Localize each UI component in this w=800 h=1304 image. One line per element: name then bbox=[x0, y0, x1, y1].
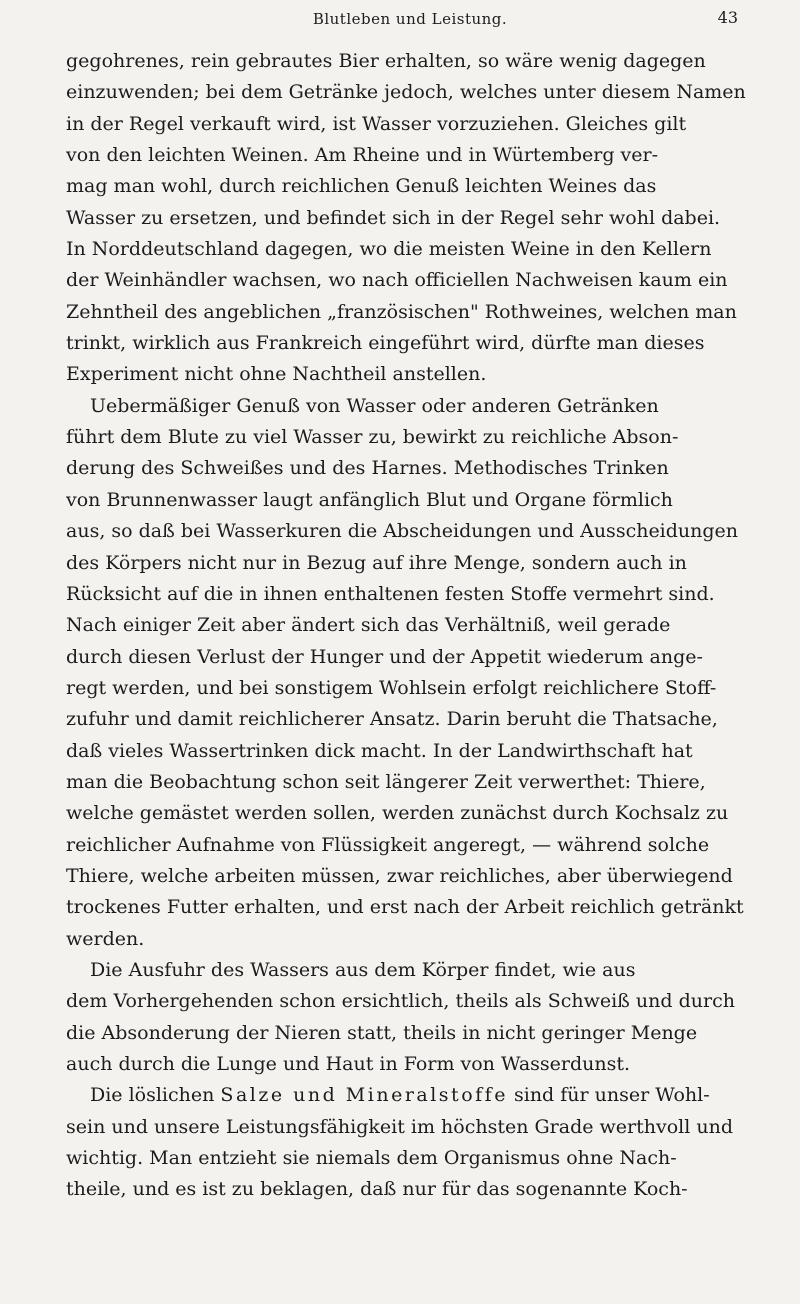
text-line bbox=[66, 140, 756, 171]
text-line bbox=[66, 736, 756, 767]
line-text: man die Beobachtung schon seit längerer Zeit verwerthet: Thiere, bbox=[66, 770, 706, 793]
page-number: 43 bbox=[717, 8, 738, 27]
line-text: In Norddeutschland dagegen, wo die meisten Weine in den Kellern bbox=[66, 238, 712, 261]
line-text: Thiere, welche arbeiten müssen, zwar reichliches, aber überwiegend bbox=[66, 864, 733, 887]
text-line bbox=[66, 234, 756, 265]
text-line bbox=[66, 516, 756, 547]
text-line bbox=[66, 892, 756, 923]
running-title: Blutleben und Leistung. bbox=[312, 10, 508, 28]
line-text: mag man wohl, durch reichlichen Genuß leichten Weines das bbox=[66, 175, 657, 198]
text-line bbox=[66, 391, 756, 422]
text-line bbox=[66, 548, 756, 579]
text-line bbox=[66, 986, 756, 1017]
text-line bbox=[66, 1143, 756, 1174]
line-text: der Weinhändler wachsen, wo nach officiellen Nachweisen kaum ein bbox=[66, 269, 728, 292]
text-line bbox=[66, 171, 756, 202]
text-line bbox=[66, 109, 756, 140]
text-line bbox=[66, 1049, 756, 1080]
line-text: aus, so daß bei Wasserkuren die Abscheidungen und Ausscheidungen bbox=[66, 520, 739, 543]
line-text-continued: sind für unser Wohl- bbox=[507, 1084, 710, 1107]
line-text: führt dem Blute zu viel Wasser zu, bewirkt zu reichliche Abson- bbox=[66, 426, 679, 449]
line-text: daß vieles Wassertrinken dick macht. In der Landwirthschaft hat bbox=[66, 739, 693, 762]
page-header bbox=[82, 6, 738, 32]
text-line bbox=[66, 1174, 756, 1205]
line-text: Nach einiger Zeit aber ändert sich das Verhältniß, weil gerade bbox=[66, 614, 671, 637]
line-text: durch diesen Verlust der Hunger und der Appetit wiederum ange- bbox=[66, 645, 703, 668]
text-line bbox=[66, 767, 756, 798]
text-line bbox=[66, 642, 756, 673]
text-line bbox=[66, 830, 756, 861]
line-text: Die Ausfuhr des Wassers aus dem Körper findet, wie aus bbox=[90, 958, 636, 981]
text-line bbox=[66, 861, 756, 892]
text-line bbox=[66, 924, 756, 955]
text-line bbox=[66, 798, 756, 829]
line-text: von den leichten Weinen. Am Rheine und in Würtemberg ver- bbox=[66, 144, 658, 167]
line-text: werden. bbox=[66, 927, 145, 950]
line-text: gegohrenes, rein gebrautes Bier erhalten, so wäre wenig dagegen bbox=[66, 50, 706, 72]
text-line bbox=[66, 1112, 756, 1143]
text-line bbox=[66, 422, 756, 453]
line-text: einzuwenden; bei dem Getränke jedoch, welches unter diesem Namen bbox=[66, 81, 746, 104]
line-text: welche gemästet werden sollen, werden zunächst durch Kochsalz zu bbox=[66, 802, 729, 825]
line-text: Wasser zu ersetzen, und befindet sich in der Regel sehr wohl dabei. bbox=[66, 206, 721, 229]
line-text: Uebermäßiger Genuß von Wasser oder anderen Getränken bbox=[90, 394, 659, 417]
text-line bbox=[66, 328, 756, 359]
body-text bbox=[66, 46, 756, 1206]
text-line bbox=[66, 1018, 756, 1049]
line-text: dem Vorhergehenden schon ersichtlich, theils als Schweiß und durch bbox=[66, 990, 735, 1013]
line-text: Rücksicht auf die in ihnen enthaltenen festen Stoffe vermehrt sind. bbox=[66, 582, 715, 605]
text-line bbox=[66, 46, 756, 77]
text-line bbox=[66, 579, 756, 610]
line-text: derung des Schweißes und des Harnes. Methodisches Trinken bbox=[66, 457, 669, 480]
line-text: die Absonderung der Nieren statt, theils in nicht geringer Menge bbox=[66, 1021, 698, 1044]
line-text: des Körpers nicht nur in Bezug auf ihre Menge, sondern auch in bbox=[66, 551, 687, 574]
text-line bbox=[66, 77, 756, 108]
text-line bbox=[66, 1080, 756, 1111]
text-line bbox=[66, 704, 756, 735]
line-text: regt werden, und bei sonstigem Wohlsein erfolgt reichlichere Stoff- bbox=[66, 676, 717, 699]
text-line bbox=[66, 297, 756, 328]
line-text: sein und unsere Leistungsfähigkeit im höchsten Grade werthvoll und bbox=[66, 1115, 734, 1138]
line-text: theile, und es ist zu beklagen, daß nur für das sogenannte Koch- bbox=[66, 1178, 688, 1201]
line-text: auch durch die Lunge und Haut in Form von Wasserdunst. bbox=[66, 1053, 631, 1075]
line-text: trockenes Futter erhalten, und erst nach der Arbeit reichlich getränkt bbox=[66, 896, 744, 919]
line-text: trinkt, wirklich aus Frankreich eingeführt wird, dürfte man dieses bbox=[66, 332, 705, 355]
text-line bbox=[66, 453, 756, 484]
line-text: reichlicher Aufnahme von Flüssigkeit angeregt, — während solche bbox=[66, 833, 710, 856]
line-text: Zehntheil des angeblichen „französischen" Rothweines, welchen man bbox=[66, 300, 737, 323]
text-line bbox=[66, 265, 756, 296]
text-line bbox=[66, 610, 756, 641]
line-text: zufuhr und damit reichlicherer Ansatz. Darin beruht die Thatsache, bbox=[66, 708, 718, 731]
text-line bbox=[66, 359, 756, 390]
line-text: von Brunnenwasser laugt anfänglich Blut und Organe förmlich bbox=[66, 488, 673, 511]
text-line bbox=[66, 673, 756, 704]
line-text: Die löslichen bbox=[90, 1084, 221, 1107]
text-line bbox=[66, 203, 756, 234]
text-line bbox=[66, 485, 756, 516]
line-text: wichtig. Man entzieht sie niemals dem Organismus ohne Nach- bbox=[66, 1147, 677, 1170]
text-line bbox=[66, 955, 756, 986]
line-text: Experiment nicht ohne Nachtheil anstellen. bbox=[66, 363, 487, 386]
emphasized-term: Salze und Mineralstoffe bbox=[220, 1084, 508, 1107]
line-text: in der Regel verkauft wird, ist Wasser vorzuziehen. Gleiches gilt bbox=[66, 112, 687, 135]
